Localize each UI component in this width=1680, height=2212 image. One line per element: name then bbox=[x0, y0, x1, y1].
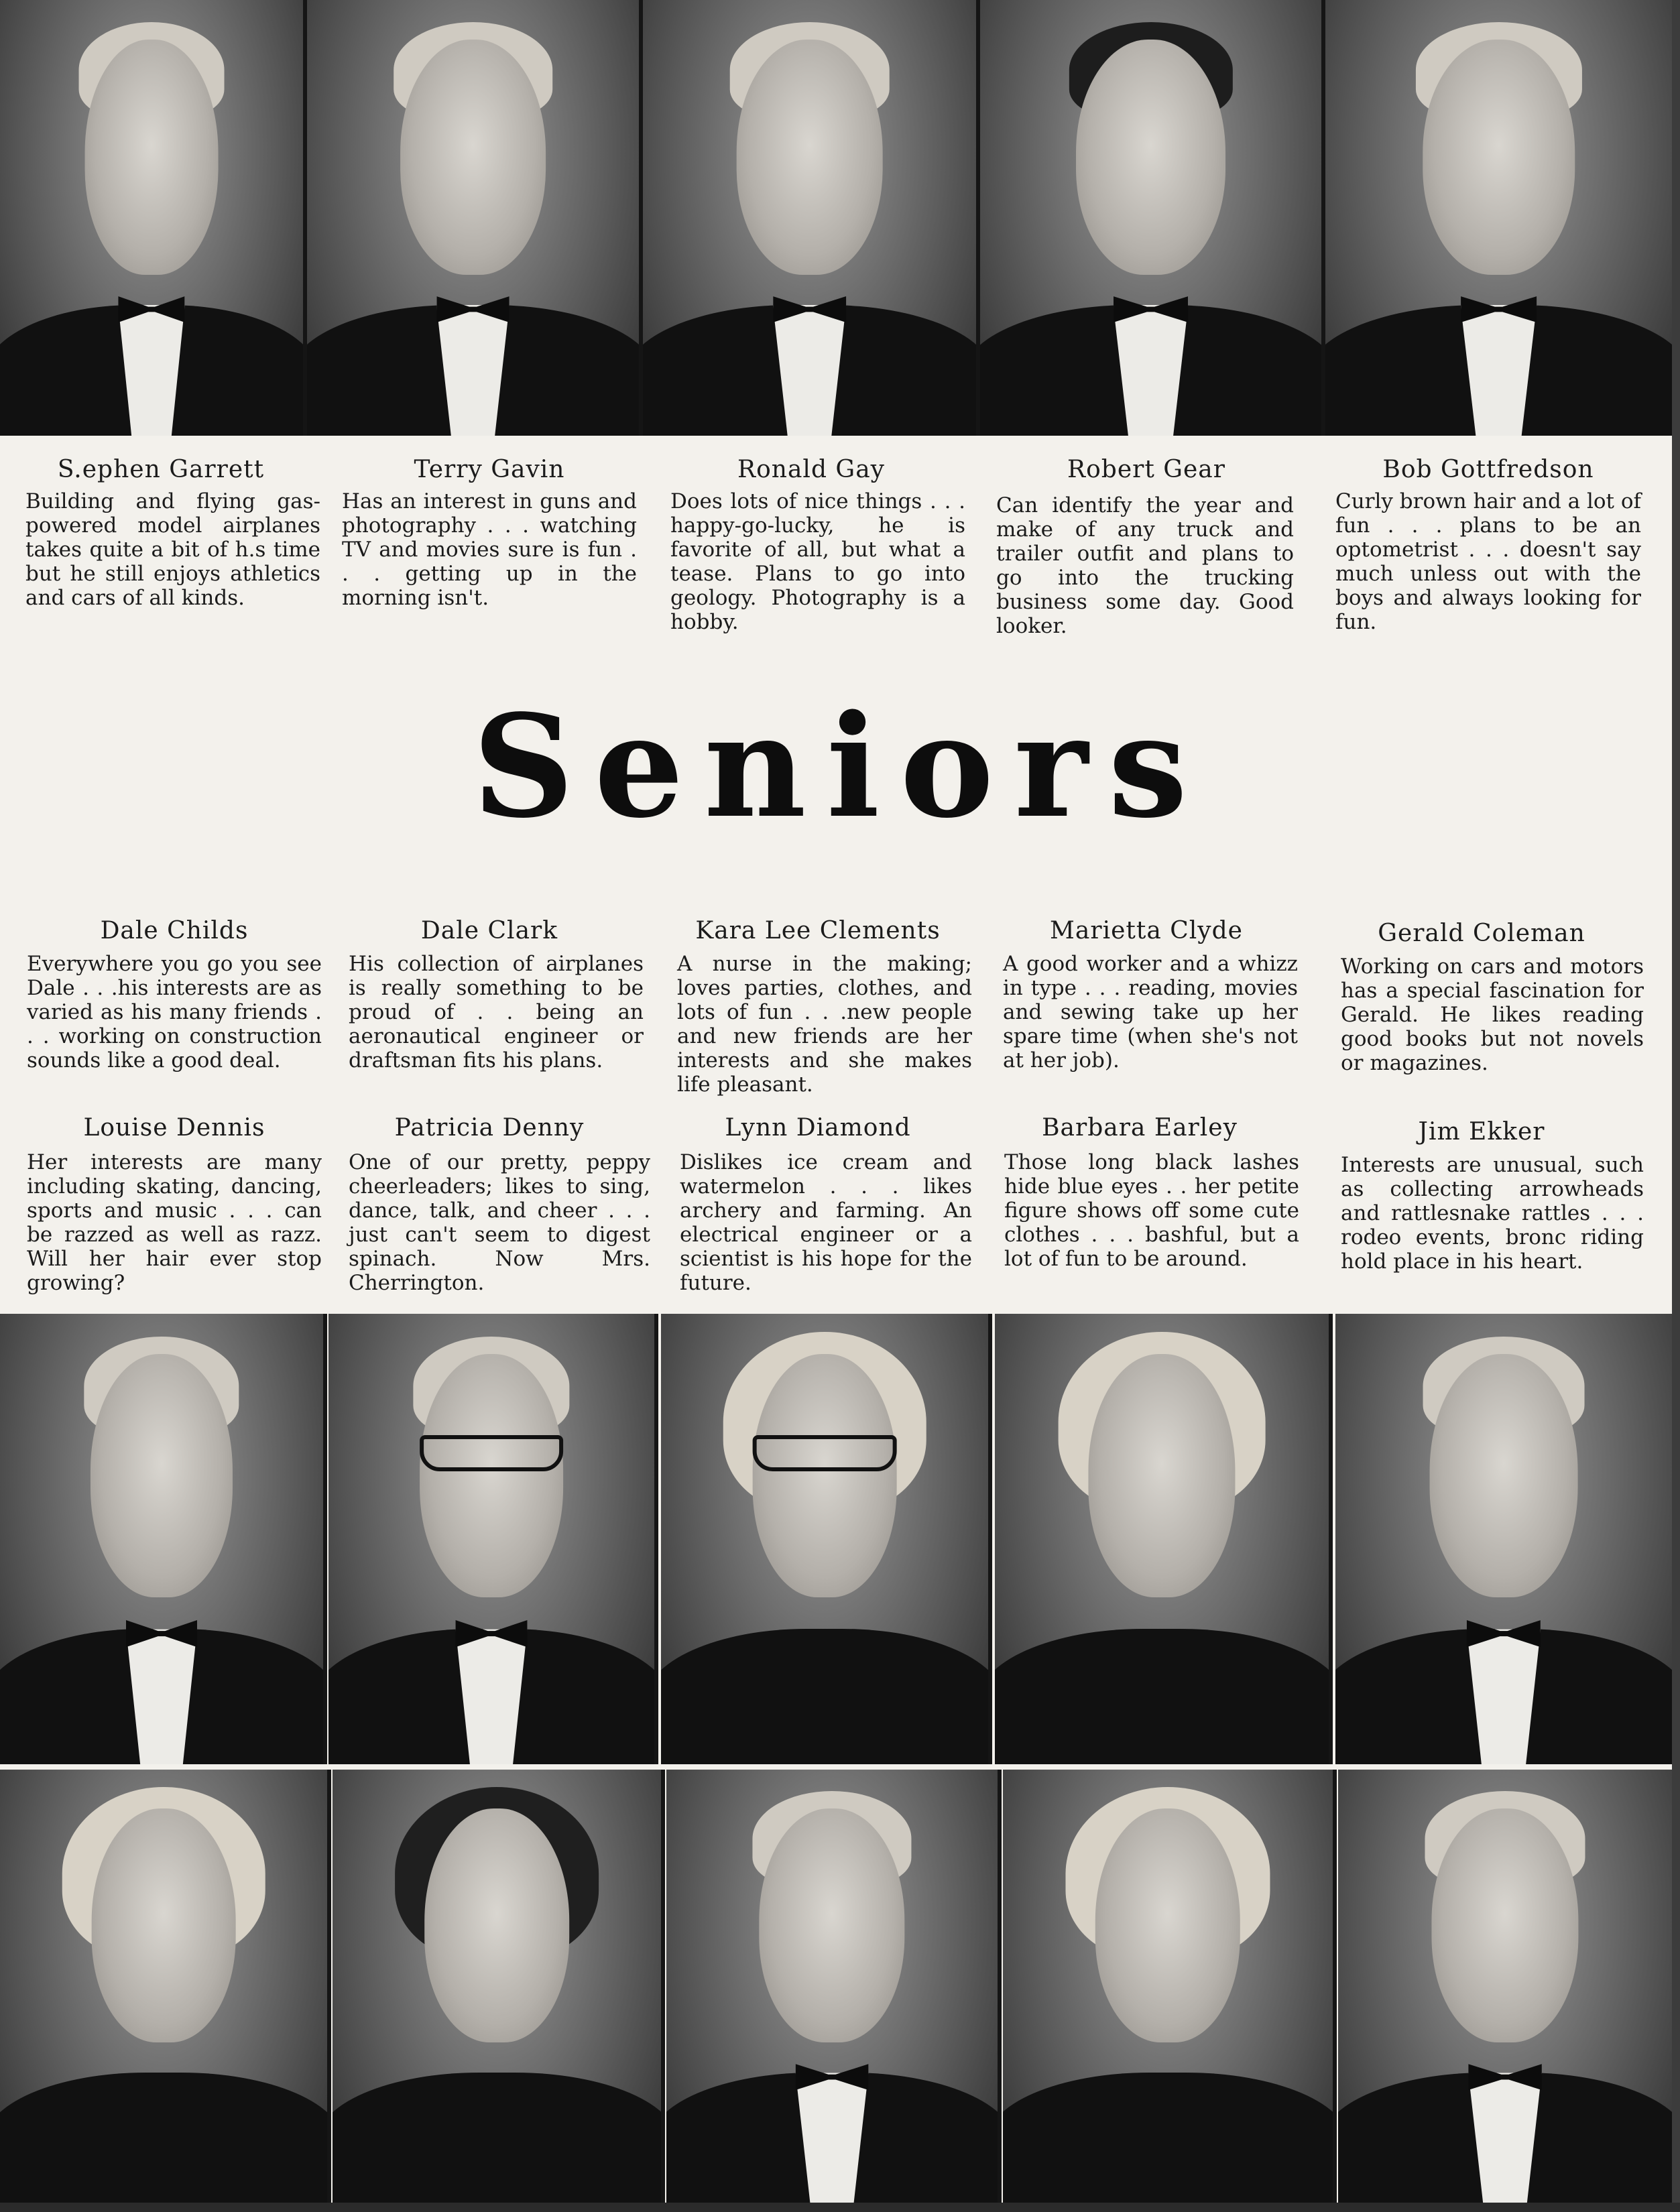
student-name: Bob Gottfredson bbox=[1382, 456, 1594, 483]
student-blurb: Can identify the year and make of any truck and trailer outfit and plans to go into the trucking business some day. Good looker. bbox=[996, 493, 1294, 638]
student-name: Terry Gavin bbox=[414, 456, 565, 483]
portrait-photo bbox=[1338, 1770, 1676, 2203]
portrait-photo bbox=[1335, 1314, 1676, 1764]
student-name: Patricia Denny bbox=[394, 1114, 585, 1142]
portrait-photo bbox=[0, 1314, 327, 1764]
page-bottom-edge bbox=[0, 2203, 1680, 2212]
student-name: Louise Dennis bbox=[83, 1114, 265, 1142]
portrait-photo bbox=[307, 0, 643, 436]
portrait-photo bbox=[995, 1314, 1333, 1764]
student-blurb: Dislikes ice cream and watermelon . . . likes archery and farming. An electrical engineer or a scientist is his hope for the future. bbox=[680, 1150, 972, 1295]
portrait-photo bbox=[661, 1314, 992, 1764]
student-blurb: One of our pretty, peppy cheerleaders; likes to sing, dance, talk, and cheer . . . just can't seem to digest spinach. Now Mrs. Cherrington. bbox=[349, 1150, 650, 1295]
student-blurb: A good worker and a whizz in type . . . reading, movies and sewing take up her spare time (when she's not at her job). bbox=[1003, 952, 1298, 1072]
student-blurb: Building and flying gas-powered model airplanes takes quite a bit of h.s time but he still enjoys athletics and cars of all kinds. bbox=[25, 489, 320, 610]
bottom-photo-row bbox=[0, 1770, 1680, 2203]
page-edge bbox=[1672, 0, 1680, 2212]
student-blurb: Interests are unusual, such as collecting arrowheads and rattlesnake rattles . . . rodeo events, bronc riding hold place in his heart. bbox=[1341, 1153, 1644, 1274]
student-blurb: Has an interest in guns and photography . . . watching TV and movies sure is fun . . . getting up in the morning isn't. bbox=[342, 489, 637, 610]
portrait-photo bbox=[666, 1770, 1002, 2203]
student-blurb: Curly brown hair and a lot of fun . . . plans to be an optometrist . . . doesn't say much unless out with the boys and always looking for fun. bbox=[1335, 489, 1642, 634]
portrait-photo bbox=[643, 0, 980, 436]
portrait-photo bbox=[980, 0, 1325, 436]
portrait-photo bbox=[333, 1770, 665, 2203]
student-name: Gerald Coleman bbox=[1378, 920, 1585, 947]
student-name: Robert Gear bbox=[1067, 456, 1225, 483]
student-name: Lynn Diamond bbox=[725, 1114, 911, 1142]
portrait-photo bbox=[0, 1770, 331, 2203]
portrait-photo bbox=[0, 0, 307, 436]
student-name: Marietta Clyde bbox=[1050, 917, 1243, 944]
student-blurb: A nurse in the making; loves parties, clothes, and lots of fun . . .new people and new friends are her interests and she makes life pleasant. bbox=[677, 952, 972, 1097]
page-title: Seniors bbox=[472, 684, 1208, 849]
student-blurb: Everywhere you go you see Dale . . .his interests are as varied as his many friends . . . working on construction sounds like a good deal. bbox=[27, 952, 322, 1072]
portrait-photo bbox=[328, 1314, 658, 1764]
student-blurb: His collection of airplanes is really something to be proud of . . being an aeronautical engineer or draftsman fits his plans. bbox=[349, 952, 644, 1072]
student-name: Dale Clark bbox=[420, 917, 558, 944]
student-blurb: Does lots of nice things . . . happy-go-lucky, he is favorite of all, but what a tease. Plans to go into geology. Photography is a hobby. bbox=[670, 489, 965, 634]
student-blurb: Her interests are many including skating, dancing, sports and music . . . can be razzed as well as razz. Will her hair ever stop growing? bbox=[27, 1150, 322, 1295]
lower-photo-row bbox=[0, 1314, 1680, 1764]
student-name: Barbara Earley bbox=[1042, 1114, 1238, 1142]
student-name: Kara Lee Clements bbox=[695, 917, 941, 944]
student-name: S.ephen Garrett bbox=[57, 456, 265, 483]
student-name: Dale Childs bbox=[100, 917, 249, 944]
student-name: Ronald Gay bbox=[737, 456, 885, 483]
student-blurb: Those long black lashes hide blue eyes . . her petite figure shows off some cute clothes . . . bashful, but a lot of fun to be around. bbox=[1004, 1150, 1299, 1271]
student-name: Jim Ekker bbox=[1418, 1118, 1545, 1146]
student-blurb: Working on cars and motors has a special fascination for Gerald. He likes reading good books but not novels or magazines. bbox=[1341, 955, 1644, 1075]
top-photo-row bbox=[0, 0, 1680, 436]
portrait-photo bbox=[1325, 0, 1676, 436]
portrait-photo bbox=[1003, 1770, 1337, 2203]
